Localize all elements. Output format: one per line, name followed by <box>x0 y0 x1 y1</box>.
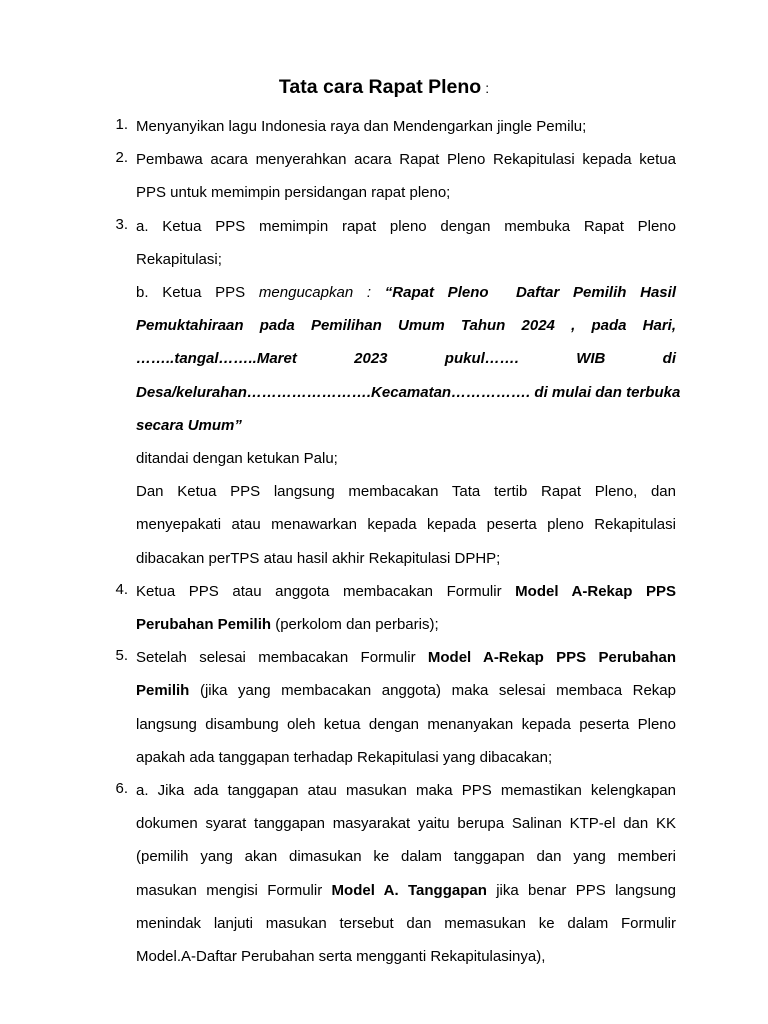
title-colon: : <box>485 80 490 96</box>
text-run: Rekapitulasi; <box>136 250 222 268</box>
list-item-line <box>136 315 676 337</box>
list-item-line <box>136 880 676 902</box>
text-run: Ketua PPS atau anggota membacakan Formulir <box>136 582 516 600</box>
list-item-line <box>136 913 676 935</box>
text-run: langsung disambung oleh ketua dengan menanyakan kepada peserta Pleno <box>136 715 676 733</box>
list-item-line <box>136 680 676 702</box>
text-run: Pemilih <box>136 682 190 700</box>
text-run: masukan mengisi Formulir <box>136 881 332 899</box>
list-item-line <box>136 514 676 536</box>
text-run: Model A. Tanggapan <box>331 881 487 899</box>
list-item-line <box>136 481 676 503</box>
text-run: apakah ada tanggapan terhadap Rekapitulasi yang dibacakan; <box>136 748 553 766</box>
list-item-line <box>136 382 681 404</box>
text-run: (perkolom dan perbaris); <box>271 616 439 633</box>
list-number: 2. <box>115 149 128 167</box>
text-run: Perubahan Pemilih <box>136 616 272 633</box>
list-item-line <box>136 282 676 304</box>
list-item-line <box>136 614 676 636</box>
text-run: Desa/kelurahan…………………….Kecamatan……………. di mulai dan terbuka <box>136 383 681 401</box>
text-run: (pemilih yang akan dimasukan ke dalam tanggapan dan yang memberi <box>136 848 676 866</box>
list-item-line <box>136 747 676 769</box>
list-number: 6. <box>115 780 128 797</box>
list-item-line <box>136 780 676 802</box>
text-run: secara Umum” <box>136 416 242 434</box>
text-run: a. Jika ada tanggapan atau masukan maka PPS memastikan kelengkapan <box>136 782 676 799</box>
text-run: a. Ketua PPS memimpin rapat pleno dengan membuka Rapat Pleno <box>136 217 676 235</box>
text-run: Dan Ketua PPS langsung membacakan Tata tertib Rapat Pleno, dan <box>136 483 676 501</box>
text-run: menyepakati atau menawarkan kepada kepada peserta pleno Rekapitulasi <box>136 516 676 534</box>
text-run: mengucapkan : <box>258 284 385 301</box>
list-item-line <box>136 415 676 437</box>
list-item-line <box>136 149 676 171</box>
list-number: 5. <box>115 647 128 665</box>
text-run: Pemuktahiraan pada Pemilihan Umum Tahun 2024 , pada Hari, <box>136 317 676 335</box>
list-number: 4. <box>115 580 128 598</box>
list-item-line <box>136 813 676 835</box>
text-run: Model A-Rekap PPS <box>515 582 676 600</box>
list-number: 3. <box>115 215 128 233</box>
list-item-line <box>136 714 676 736</box>
title-text: Tata cara Rapat Pleno <box>278 76 482 98</box>
list-item-line <box>136 846 676 868</box>
list-item-line <box>136 182 676 204</box>
list-item-line <box>136 348 676 370</box>
document-title <box>0 76 768 99</box>
text-run: ……..tangal……..Maret 2023 pukul……. WIB di <box>136 350 676 368</box>
list-item-line <box>136 647 676 669</box>
text-run: dibacakan perTPS atau hasil akhir Rekapitulasi DPHP; <box>136 549 501 567</box>
list-item-line <box>136 548 676 570</box>
list-item-line <box>136 448 676 470</box>
text-run: dokumen syarat tanggapan masyarakat yaitu berupa Salinan KTP-el dan KK <box>136 815 676 833</box>
list-number: 1. <box>115 116 128 133</box>
text-run: Model.A-Daftar Perubahan serta mengganti Rekapitulasinya), <box>136 948 546 965</box>
list-item-line <box>136 249 676 271</box>
text-run: b. Ketua PPS <box>136 284 259 301</box>
list-item-line <box>136 581 676 603</box>
text-run: Pembawa acara menyerahkan acara Rapat Pleno Rekapitulasi kepada ketua <box>136 151 676 169</box>
list-item-line <box>136 116 676 138</box>
text-run: “Rapat Pleno Daftar Pemilih Hasil <box>384 284 676 301</box>
text-run: Setelah selesai membacakan Formulir <box>136 649 428 667</box>
text-run: menindak lanjuti masukan tersebut dan memasukan ke dalam Formulir <box>136 914 676 932</box>
text-run: ditandai dengan ketukan Palu; <box>136 450 338 467</box>
text-run: (jika yang membacakan anggota) maka selesai membaca Rekap <box>189 682 676 700</box>
text-run: Model A-Rekap PPS Perubahan <box>427 649 676 667</box>
list-item-line <box>136 216 676 238</box>
text-run: Menyanyikan lagu Indonesia raya dan Mendengarkan jingle Pemilu; <box>136 118 587 135</box>
text-run: jika benar PPS langsung <box>486 881 676 899</box>
list-item-line <box>136 946 676 968</box>
text-run: PPS untuk memimpin persidangan rapat pleno; <box>136 184 451 202</box>
